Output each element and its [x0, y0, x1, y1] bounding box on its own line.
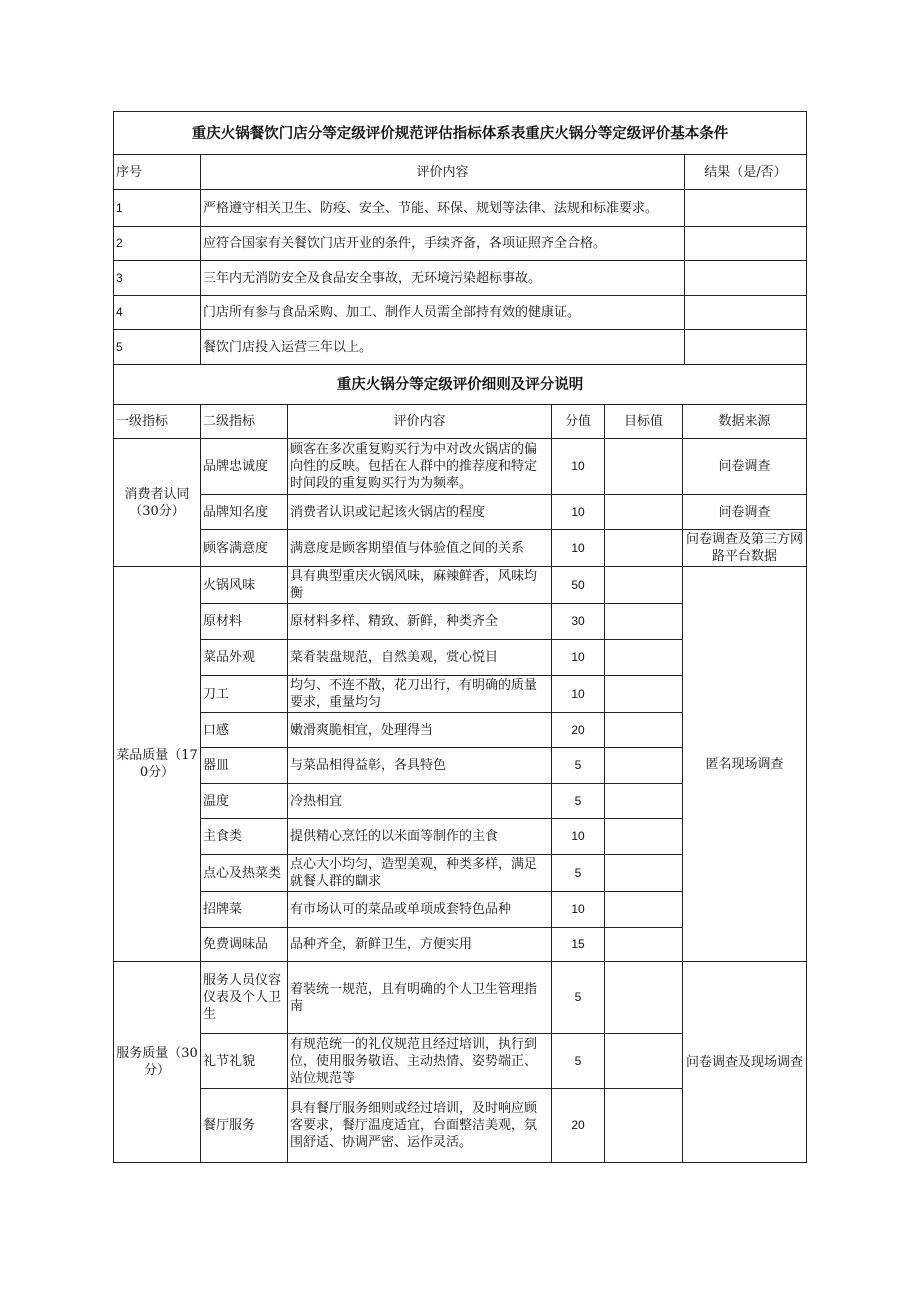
level2-label: 品牌忠诚度 [201, 439, 288, 495]
row-target[interactable] [605, 530, 683, 567]
level2-label: 主食类 [201, 819, 288, 855]
level2-label: 菜品外观 [201, 640, 288, 676]
level2-label: 原材料 [201, 604, 288, 640]
row-target[interactable] [605, 495, 683, 530]
row-content: 消费者认识或记起该火锅店的程度 [288, 495, 552, 530]
source-survey-onsite: 问卷调查及现场调查 [683, 962, 807, 1163]
row-score: 10 [552, 439, 605, 495]
row-score: 10 [552, 676, 605, 713]
row-target[interactable] [605, 604, 683, 640]
row-content: 具有典型重庆火锅风味，麻辣鲜香，风味均衡 [288, 567, 552, 604]
row-target[interactable] [605, 892, 683, 928]
row-result[interactable] [685, 227, 807, 261]
row-result[interactable] [685, 190, 807, 227]
row-content: 原材料多样、精致、新鲜，种类齐全 [288, 604, 552, 640]
row-seq: 1 [114, 190, 201, 227]
row-target[interactable] [605, 855, 683, 892]
row-target[interactable] [605, 439, 683, 495]
row-seq: 3 [114, 261, 201, 296]
source-anonymous-onsite: 匿名现场调查 [683, 567, 807, 962]
row-content: 与菜品相得益彰，各具特色 [288, 748, 552, 784]
row-score: 10 [552, 495, 605, 530]
level1-service-quality: 服务质量（30分） [114, 962, 201, 1163]
table-row [114, 227, 807, 261]
row-content: 餐饮门店投入运营三年以上。 [201, 330, 685, 365]
row-target[interactable] [605, 567, 683, 604]
row-score: 5 [552, 748, 605, 784]
header-content: 评价内容 [201, 155, 685, 190]
row-score: 20 [552, 713, 605, 748]
level2-label: 火锅风味 [201, 567, 288, 604]
level2-label: 免费调味品 [201, 928, 288, 962]
row-content: 有市场认可的菜品或单项成套特色品种 [288, 892, 552, 928]
level2-label: 点心及热菜类 [201, 855, 288, 892]
header-level1: 一级指标 [114, 405, 201, 439]
level2-label: 礼节礼貌 [201, 1034, 288, 1089]
table-row [114, 190, 807, 227]
row-content: 满意度是顾客期望值与体验值之间的关系 [288, 530, 552, 567]
row-content: 严格遵守相关卫生、防疫、安全、节能、环保、规划等法律、法规和标准要求。 [201, 190, 685, 227]
level1-dish-quality: 菜品质量（170分） [114, 567, 201, 962]
row-target[interactable] [605, 748, 683, 784]
row-score: 10 [552, 640, 605, 676]
header-source: 数据来源 [683, 405, 807, 439]
row-content: 菜肴装盘规范，自然美观，赏心悦目 [288, 640, 552, 676]
header-content: 评价内容 [288, 405, 552, 439]
row-content: 顾客在多次重复购买行为中对改火锅店的偏向性的反映。包括在人群中的推荐度和特定时间段的重复购买行为为频率。 [288, 439, 552, 495]
level2-label: 刀工 [201, 676, 288, 713]
table-row [114, 296, 807, 330]
row-content: 提供精心烹饪的以米面等制作的主食 [288, 819, 552, 855]
row-score: 5 [552, 1034, 605, 1089]
row-content: 门店所有参与食品采购、加工、制作人员需全部持有效的健康证。 [201, 296, 685, 330]
header-result: 结果（是/否） [685, 155, 807, 190]
header-level2: 二级指标 [201, 405, 288, 439]
row-target[interactable] [605, 819, 683, 855]
table-row [114, 567, 807, 604]
table1-title: 重庆火锅餐饮门店分等定级评价规范评估指标体系表重庆火锅分等定级评价基本条件 [114, 112, 807, 155]
row-source: 问卷调查 [683, 495, 807, 530]
row-score: 30 [552, 604, 605, 640]
row-content: 品种齐全，新鲜卫生，方便实用 [288, 928, 552, 962]
row-result[interactable] [685, 261, 807, 296]
row-score: 5 [552, 784, 605, 819]
document [113, 111, 806, 1163]
level2-label: 器皿 [201, 748, 288, 784]
table-row [114, 530, 807, 567]
table-row [114, 330, 807, 365]
scoring-details-table [113, 364, 807, 1163]
row-target[interactable] [605, 784, 683, 819]
level2-label: 温度 [201, 784, 288, 819]
row-target[interactable] [605, 1089, 683, 1163]
header-score: 分值 [552, 405, 605, 439]
row-target[interactable] [605, 640, 683, 676]
level1-consumer-recognition: 消费者认同（30分） [114, 439, 201, 567]
row-target[interactable] [605, 1034, 683, 1089]
level2-label: 服务人员仪容仪表及个人卫生 [201, 962, 288, 1034]
row-score: 20 [552, 1089, 605, 1163]
row-content: 具有餐厅服务细则或经过培训，及时响应顾客要求，餐厅温度适宜，台面整洁美观，氛围舒适、协调严密、运作灵活。 [288, 1089, 552, 1163]
header-seq: 序号 [114, 155, 201, 190]
row-score: 15 [552, 928, 605, 962]
level2-label: 品牌知名度 [201, 495, 288, 530]
row-content: 点心大小均匀，造型美观，种类多样，满足就餐人群的瞓求 [288, 855, 552, 892]
row-score: 50 [552, 567, 605, 604]
row-score: 10 [552, 530, 605, 567]
table-row [114, 495, 807, 530]
row-source: 问卷调查 [683, 439, 807, 495]
row-target[interactable] [605, 713, 683, 748]
row-score: 5 [552, 855, 605, 892]
row-seq: 5 [114, 330, 201, 365]
level2-label: 口感 [201, 713, 288, 748]
row-content: 嫩滑爽脆相宜，处理得当 [288, 713, 552, 748]
table-row [114, 261, 807, 296]
row-score: 5 [552, 962, 605, 1034]
basic-conditions-table [113, 111, 807, 365]
row-score: 10 [552, 819, 605, 855]
row-target[interactable] [605, 962, 683, 1034]
level2-label: 招牌菜 [201, 892, 288, 928]
row-content: 均匀、不连不散，花刀出行，有明确的质量要求，重量均匀 [288, 676, 552, 713]
table2-title: 重庆火锅分等定级评价细则及评分说明 [114, 365, 807, 405]
row-source: 问卷调查及第三方网路平台数据 [683, 530, 807, 567]
table-row [114, 962, 807, 1034]
row-result[interactable] [685, 330, 807, 365]
row-target[interactable] [605, 928, 683, 962]
row-score: 10 [552, 892, 605, 928]
level2-label: 餐厅服务 [201, 1089, 288, 1163]
level2-label: 顾客满意度 [201, 530, 288, 567]
row-target[interactable] [605, 676, 683, 713]
row-content: 有规范统一的礼仪规范且经过培训，执行到位，使用服务敬语、主动热情、姿势端正、站位规范等 [288, 1034, 552, 1089]
row-content: 冷热相宜 [288, 784, 552, 819]
row-seq: 4 [114, 296, 201, 330]
header-target: 目标值 [605, 405, 683, 439]
row-content: 着装统一规范，且有明确的个人卫生管理指南 [288, 962, 552, 1034]
row-content: 应符合国家有关餐饮门店开业的条件，手续齐备，各项证照齐全合格。 [201, 227, 685, 261]
table-row [114, 439, 807, 495]
row-seq: 2 [114, 227, 201, 261]
row-content: 三年内无消防安全及食品安全事故，无环境污染超标事故。 [201, 261, 685, 296]
row-result[interactable] [685, 296, 807, 330]
